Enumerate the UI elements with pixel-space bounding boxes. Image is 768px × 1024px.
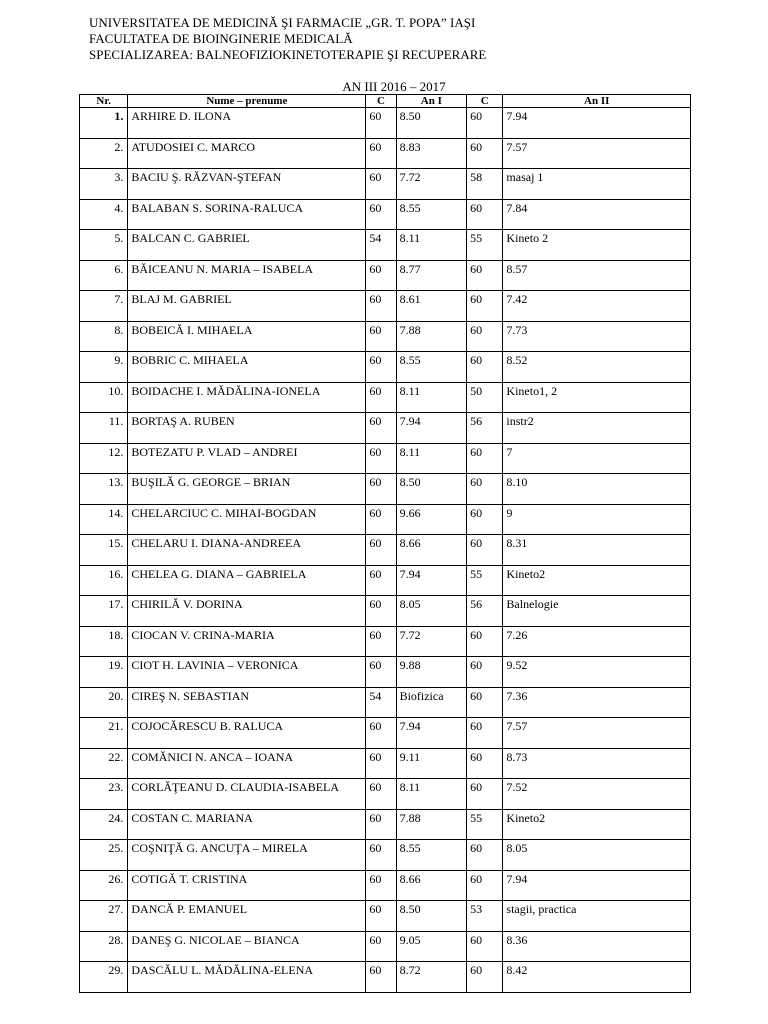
table-row (80, 901, 691, 932)
table-row (80, 108, 691, 139)
student-name: CIOT H. LAVINIA – VERONICA (128, 657, 366, 688)
grade-year2: Kineto2 (503, 809, 691, 840)
student-name: COSTAN C. MARIANA (128, 809, 366, 840)
student-name: ATUDOSIEI C. MARCO (128, 138, 366, 169)
row-number: 9. (80, 352, 128, 383)
student-name: BOTEZATU P. VLAD – ANDREI (128, 443, 366, 474)
table-header-row (80, 95, 691, 108)
row-number: 8. (80, 321, 128, 352)
table-row (80, 687, 691, 718)
row-number: 23. (80, 779, 128, 810)
student-name: COJOCĂRESCU B. RALUCA (128, 718, 366, 749)
grade-year1: 8.55 (396, 199, 467, 230)
student-name: DANEŞ G. NICOLAE – BIANCA (128, 931, 366, 962)
grade-year1: 8.77 (396, 260, 467, 291)
grade-year2: 9.52 (503, 657, 691, 688)
row-number: 25. (80, 840, 128, 871)
grade-year2: Balnelogie (503, 596, 691, 627)
credits-year2: 60 (467, 535, 503, 566)
table-row (80, 657, 691, 688)
table-row (80, 352, 691, 383)
credits-year1: 60 (366, 169, 396, 200)
row-number: 19. (80, 657, 128, 688)
grade-year1: 7.94 (396, 718, 467, 749)
grades-table (79, 94, 691, 993)
student-name: CHELARCIUC C. MIHAI-BOGDAN (128, 504, 366, 535)
grade-year2: Kineto 2 (503, 230, 691, 261)
grade-year2: masaj 1 (503, 169, 691, 200)
credits-year1: 60 (366, 840, 396, 871)
student-name: COMĂNICI N. ANCA – IOANA (128, 748, 366, 779)
student-name: COŞNIŢĂ G. ANCUŢA – MIRELA (128, 840, 366, 871)
grade-year2: 8.52 (503, 352, 691, 383)
column-header-name: Nume – prenume (128, 95, 366, 108)
grade-year2: 7 (503, 443, 691, 474)
row-number: 18. (80, 626, 128, 657)
grade-year1: 8.66 (396, 535, 467, 566)
grade-year1: Biofizica (396, 687, 467, 718)
grade-year1: 7.72 (396, 169, 467, 200)
document-header (89, 15, 486, 63)
credits-year2: 60 (467, 962, 503, 993)
grade-year1: 9.66 (396, 504, 467, 535)
row-number: 5. (80, 230, 128, 261)
student-name: DASCĂLU L. MĂDĂLINA-ELENA (128, 962, 366, 993)
column-header-credits-year1: C (366, 95, 396, 108)
table-row (80, 443, 691, 474)
credits-year2: 56 (467, 596, 503, 627)
row-number: 27. (80, 901, 128, 932)
student-name: BACIU Ş. RĂZVAN-ŞTEFAN (128, 169, 366, 200)
student-name: CHELEA G. DIANA – GABRIELA (128, 565, 366, 596)
table-row (80, 138, 691, 169)
table-body (80, 108, 691, 993)
row-number: 28. (80, 931, 128, 962)
row-number: 13. (80, 474, 128, 505)
credits-year1: 60 (366, 443, 396, 474)
row-number: 17. (80, 596, 128, 627)
row-number: 21. (80, 718, 128, 749)
credits-year1: 60 (366, 413, 396, 444)
row-number: 11. (80, 413, 128, 444)
grade-year2: 7.57 (503, 138, 691, 169)
credits-year1: 60 (366, 535, 396, 566)
credits-year1: 54 (366, 687, 396, 718)
table-row (80, 230, 691, 261)
credits-year2: 60 (467, 718, 503, 749)
grade-year1: 8.11 (396, 443, 467, 474)
credits-year1: 60 (366, 901, 396, 932)
grade-year1: 8.72 (396, 962, 467, 993)
grade-year2: Kineto2 (503, 565, 691, 596)
credits-year2: 55 (467, 809, 503, 840)
table-row (80, 870, 691, 901)
table-row (80, 413, 691, 444)
row-number: 15. (80, 535, 128, 566)
row-number: 4. (80, 199, 128, 230)
credits-year2: 60 (467, 779, 503, 810)
grade-year1: 8.50 (396, 901, 467, 932)
column-header-year1: An I (396, 95, 467, 108)
grade-year2: 7.94 (503, 108, 691, 139)
grade-year1: 8.61 (396, 291, 467, 322)
credits-year2: 60 (467, 321, 503, 352)
table-row (80, 748, 691, 779)
table-row (80, 260, 691, 291)
credits-year1: 60 (366, 809, 396, 840)
column-header-nr: Nr. (80, 95, 128, 108)
grade-year2: 7.26 (503, 626, 691, 657)
table-row (80, 931, 691, 962)
credits-year2: 60 (467, 352, 503, 383)
credits-year1: 60 (366, 657, 396, 688)
credits-year2: 60 (467, 199, 503, 230)
grade-year1: 9.11 (396, 748, 467, 779)
table-row (80, 718, 691, 749)
student-name: BOIDACHE I. MĂDĂLINA-IONELA (128, 382, 366, 413)
grade-year1: 8.11 (396, 230, 467, 261)
credits-year1: 60 (366, 504, 396, 535)
credits-year1: 60 (366, 931, 396, 962)
credits-year2: 58 (467, 169, 503, 200)
grade-year1: 7.94 (396, 413, 467, 444)
row-number: 6. (80, 260, 128, 291)
credits-year2: 60 (467, 291, 503, 322)
credits-year2: 50 (467, 382, 503, 413)
table-row (80, 321, 691, 352)
grade-year1: 8.83 (396, 138, 467, 169)
row-number: 2. (80, 138, 128, 169)
student-name: BĂICEANU N. MARIA – ISABELA (128, 260, 366, 291)
student-name: CHIRILĂ V. DORINA (128, 596, 366, 627)
credits-year1: 60 (366, 718, 396, 749)
credits-year2: 60 (467, 504, 503, 535)
grade-year2: instr2 (503, 413, 691, 444)
academic-year-title: AN III 2016 – 2017 (342, 79, 446, 94)
row-number: 1. (80, 108, 128, 139)
credits-year2: 56 (467, 413, 503, 444)
grade-year1: 7.88 (396, 321, 467, 352)
faculty-name: FACULTATEA DE BIOINGINERIE MEDICALĂ (89, 31, 353, 46)
credits-year2: 60 (467, 108, 503, 139)
table-row (80, 596, 691, 627)
row-number: 10. (80, 382, 128, 413)
grade-year2: 7.94 (503, 870, 691, 901)
credits-year1: 60 (366, 108, 396, 139)
credits-year1: 60 (366, 565, 396, 596)
credits-year2: 60 (467, 870, 503, 901)
column-header-credits-year2: C (467, 95, 503, 108)
table-row (80, 382, 691, 413)
row-number: 16. (80, 565, 128, 596)
table-row (80, 169, 691, 200)
row-number: 24. (80, 809, 128, 840)
credits-year2: 60 (467, 931, 503, 962)
grade-year1: 8.50 (396, 108, 467, 139)
row-number: 3. (80, 169, 128, 200)
grade-year2: 8.42 (503, 962, 691, 993)
student-name: BALABAN S. SORINA-RALUCA (128, 199, 366, 230)
student-name: CHELARU I. DIANA-ANDREEA (128, 535, 366, 566)
student-name: CIOCAN V. CRINA-MARIA (128, 626, 366, 657)
university-name: UNIVERSITATEA DE MEDICINĂ ŞI FARMACIE „GR. T. POPA” IAŞI (89, 15, 476, 30)
credits-year2: 60 (467, 443, 503, 474)
credits-year1: 60 (366, 260, 396, 291)
credits-year1: 60 (366, 138, 396, 169)
credits-year1: 60 (366, 779, 396, 810)
credits-year1: 60 (366, 870, 396, 901)
credits-year1: 54 (366, 230, 396, 261)
table-row (80, 474, 691, 505)
student-name: BORTAŞ A. RUBEN (128, 413, 366, 444)
credits-year2: 55 (467, 230, 503, 261)
credits-year2: 60 (467, 840, 503, 871)
student-name: CIREŞ N. SEBASTIAN (128, 687, 366, 718)
table-row (80, 199, 691, 230)
grade-year1: 7.88 (396, 809, 467, 840)
row-number: 14. (80, 504, 128, 535)
grade-year2: 7.84 (503, 199, 691, 230)
grade-year2: 8.31 (503, 535, 691, 566)
credits-year2: 60 (467, 260, 503, 291)
credits-year1: 60 (366, 596, 396, 627)
student-name: BOBRIC C. MIHAELA (128, 352, 366, 383)
credits-year2: 60 (467, 657, 503, 688)
grade-year1: 8.11 (396, 382, 467, 413)
grade-year1: 8.50 (396, 474, 467, 505)
credits-year1: 60 (366, 291, 396, 322)
credits-year1: 60 (366, 382, 396, 413)
grade-year2: 8.05 (503, 840, 691, 871)
credits-year2: 53 (467, 901, 503, 932)
grade-year2: 7.73 (503, 321, 691, 352)
credits-year2: 60 (467, 138, 503, 169)
credits-year2: 60 (467, 626, 503, 657)
row-number: 20. (80, 687, 128, 718)
grade-year1: 8.66 (396, 870, 467, 901)
row-number: 26. (80, 870, 128, 901)
table-row (80, 535, 691, 566)
grade-year1: 7.72 (396, 626, 467, 657)
grade-year1: 9.05 (396, 931, 467, 962)
grade-year2: 7.57 (503, 718, 691, 749)
credits-year2: 60 (467, 687, 503, 718)
credits-year1: 60 (366, 199, 396, 230)
table-row (80, 779, 691, 810)
grade-year1: 8.55 (396, 840, 467, 871)
student-name: BUŞILĂ G. GEORGE – BRIAN (128, 474, 366, 505)
grade-year2: 9 (503, 504, 691, 535)
grade-year2: 8.57 (503, 260, 691, 291)
grade-year2: 8.10 (503, 474, 691, 505)
student-name: COTIGĂ T. CRISTINA (128, 870, 366, 901)
credits-year1: 60 (366, 748, 396, 779)
student-name: BOBEICĂ I. MIHAELA (128, 321, 366, 352)
grade-year2: 7.36 (503, 687, 691, 718)
column-header-year2: An II (503, 95, 691, 108)
grade-year1: 8.11 (396, 779, 467, 810)
grade-year2: 8.73 (503, 748, 691, 779)
table-row (80, 291, 691, 322)
row-number: 29. (80, 962, 128, 993)
student-name: ARHIRE D. ILONA (128, 108, 366, 139)
credits-year1: 60 (366, 474, 396, 505)
table-row (80, 840, 691, 871)
credits-year2: 60 (467, 474, 503, 505)
grade-year2: 7.52 (503, 779, 691, 810)
grade-year1: 8.55 (396, 352, 467, 383)
grade-year2: 8.36 (503, 931, 691, 962)
table-row (80, 962, 691, 993)
student-name: BLAJ M. GABRIEL (128, 291, 366, 322)
student-name: BALCAN C. GABRIEL (128, 230, 366, 261)
row-number: 7. (80, 291, 128, 322)
grade-year1: 8.05 (396, 596, 467, 627)
table-row (80, 565, 691, 596)
credits-year1: 60 (366, 626, 396, 657)
table-row (80, 809, 691, 840)
credits-year2: 60 (467, 748, 503, 779)
student-name: CORLĂŢEANU D. CLAUDIA-ISABELA (128, 779, 366, 810)
specialization-name: SPECIALIZAREA: BALNEOFIZIOKINETOTERAPIE ŞI RECUPERARE (89, 47, 487, 62)
credits-year1: 60 (366, 352, 396, 383)
row-number: 12. (80, 443, 128, 474)
grade-year2: 7.42 (503, 291, 691, 322)
credits-year2: 55 (467, 565, 503, 596)
grade-year2: stagii, practica (503, 901, 691, 932)
student-name: DANCĂ P. EMANUEL (128, 901, 366, 932)
grade-year2: Kineto1, 2 (503, 382, 691, 413)
grade-year1: 7.94 (396, 565, 467, 596)
credits-year1: 60 (366, 321, 396, 352)
row-number: 22. (80, 748, 128, 779)
grade-year1: 9.88 (396, 657, 467, 688)
table-row (80, 626, 691, 657)
credits-year1: 60 (366, 962, 396, 993)
table-row (80, 504, 691, 535)
